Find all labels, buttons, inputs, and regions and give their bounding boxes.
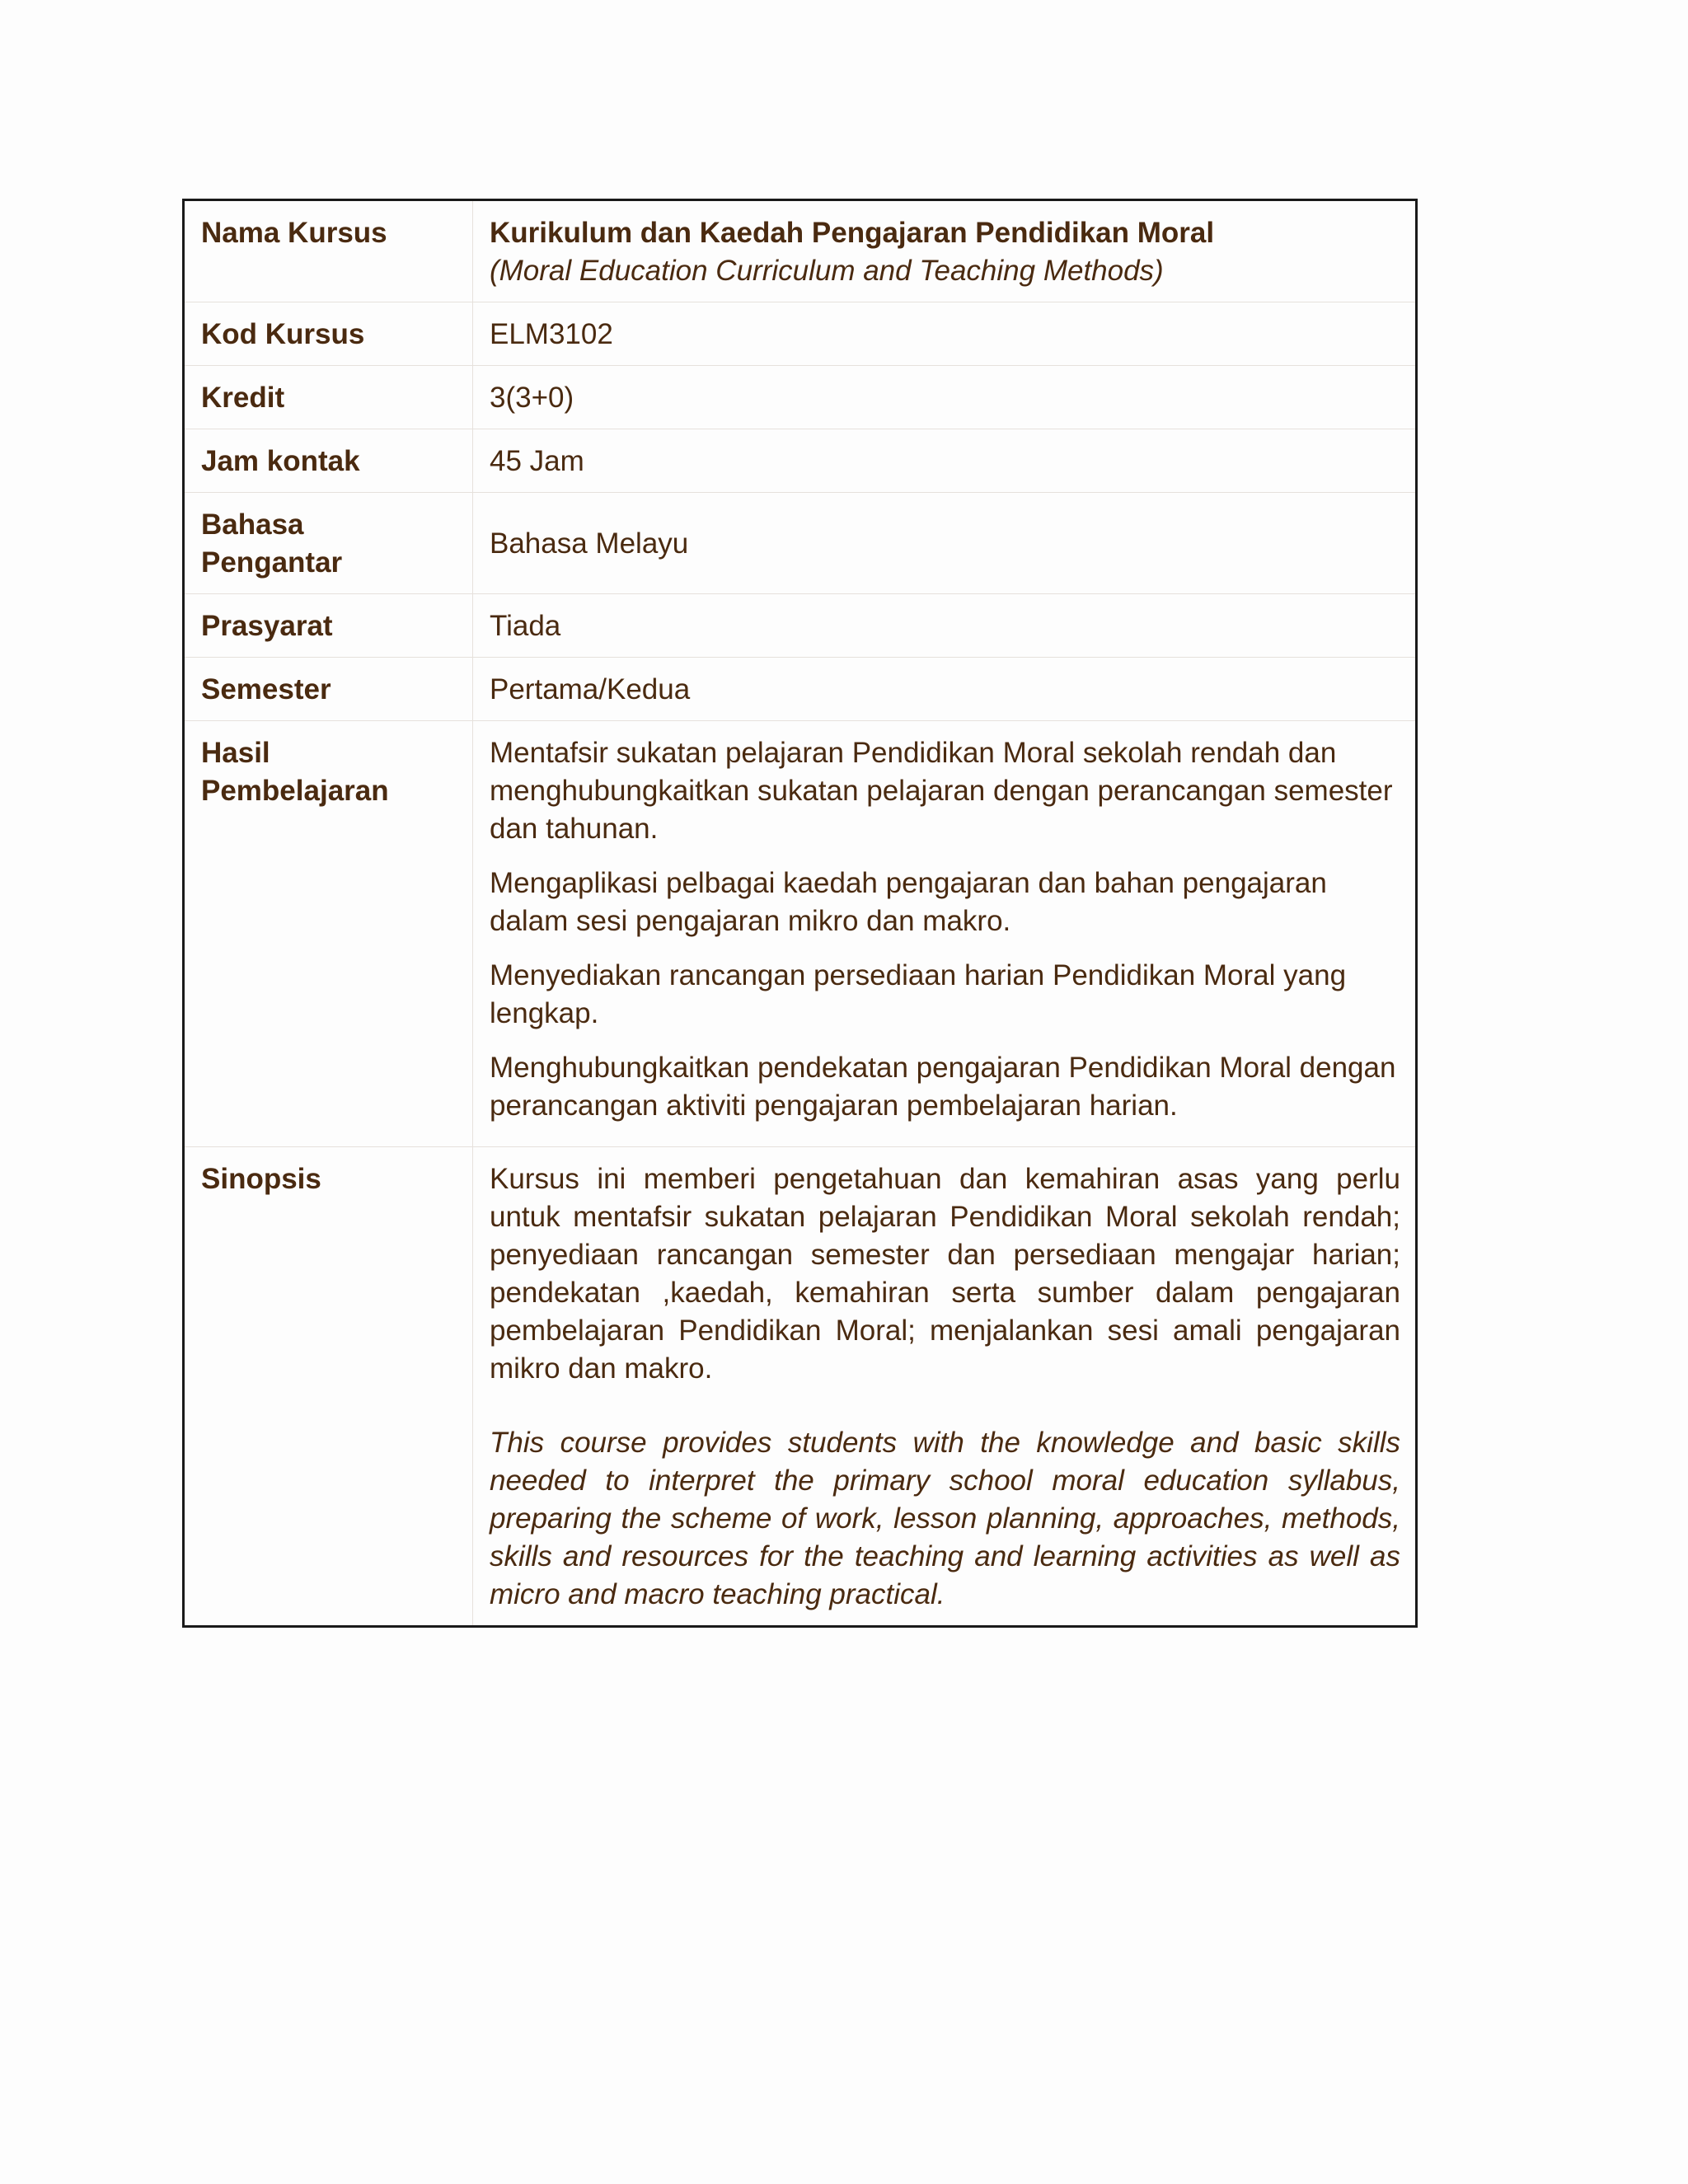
course-info-table — [182, 199, 1418, 1628]
label-sinopsis: Sinopsis — [201, 1163, 321, 1195]
row-semester — [184, 658, 1417, 721]
row-bahasa-pengantar — [184, 493, 1417, 594]
learning-outcome-item: Mengaplikasi pelbagai kaedah pengajaran dan bahan pengajaran dalam sesi pengajaran mikro dan makro. — [490, 867, 1327, 937]
label-nama-kursus: Nama Kursus — [201, 217, 387, 249]
synopsis-english: This course provides students with the knowledge and basic skills needed to interpret the primary school moral education syllabus, preparing the scheme of work, lesson planning, approaches, methods, skills and resources for the teaching and learning activities as well as micro and macro teaching practical. — [490, 1427, 1400, 1610]
label-semester: Semester — [201, 673, 331, 705]
label-kod-kursus: Kod Kursus — [201, 318, 365, 350]
value-kod-kursus: ELM3102 — [490, 318, 613, 350]
learning-outcome-item: Mentafsir sukatan pelajaran Pendidikan Moral sekolah rendah dan menghubungkaitkan sukatan pelajaran dengan perancangan semester dan tahunan. — [490, 737, 1393, 845]
label-bahasa-pengantar-line1: Bahasa — [201, 509, 304, 541]
label-jam-kontak: Jam kontak — [201, 445, 360, 477]
label-hasil-line2: Pembelajaran — [201, 775, 389, 807]
value-semester: Pertama/Kedua — [490, 673, 691, 705]
course-title-english: (Moral Education Curriculum and Teaching Methods) — [490, 255, 1164, 287]
synopsis-block — [473, 1147, 1415, 1625]
row-hasil-pembelajaran — [184, 721, 1417, 1147]
value-prasyarat: Tiada — [490, 610, 561, 642]
label-bahasa-pengantar-line2: Pengantar — [201, 546, 343, 579]
value-bahasa-pengantar: Bahasa Melayu — [490, 527, 689, 560]
row-kredit — [184, 366, 1417, 429]
synopsis-malay: Kursus ini memberi pengetahuan dan kemahiran asas yang perlu untuk mentafsir sukatan pelajaran Pendidikan Moral sekolah rendah; penyediaan rancangan semester dan persediaan mengajar harian; pendekatan ,kaedah, kemahiran serta sumber dalam pengajaran pembelajaran Pendidikan Moral; menjalankan sesi amali pengajaran mikro dan makro. — [490, 1163, 1400, 1385]
label-bahasa-pengantar — [185, 493, 472, 593]
learning-outcome-item: Menyediakan rancangan persediaan harian Pendidikan Moral yang lengkap. — [490, 959, 1347, 1029]
row-sinopsis — [184, 1147, 1417, 1627]
row-jam-kontak — [184, 429, 1417, 493]
row-kod-kursus — [184, 302, 1417, 366]
row-prasyarat — [184, 594, 1417, 658]
label-hasil-pembelajaran — [185, 721, 472, 822]
row-nama-kursus — [184, 200, 1417, 302]
label-hasil-line1: Hasil — [201, 737, 270, 769]
label-kredit: Kredit — [201, 382, 285, 414]
learning-outcomes-list — [473, 721, 1415, 1146]
value-kredit: 3(3+0) — [490, 382, 574, 414]
value-jam-kontak: 45 Jam — [490, 445, 584, 477]
learning-outcome-item: Menghubungkaitkan pendekatan pengajaran Pendidikan Moral dengan perancangan aktiviti pengajaran pembelajaran harian. — [490, 1052, 1396, 1122]
label-prasyarat: Prasyarat — [201, 610, 333, 642]
course-title: Kurikulum dan Kaedah Pengajaran Pendidikan Moral — [490, 217, 1215, 249]
